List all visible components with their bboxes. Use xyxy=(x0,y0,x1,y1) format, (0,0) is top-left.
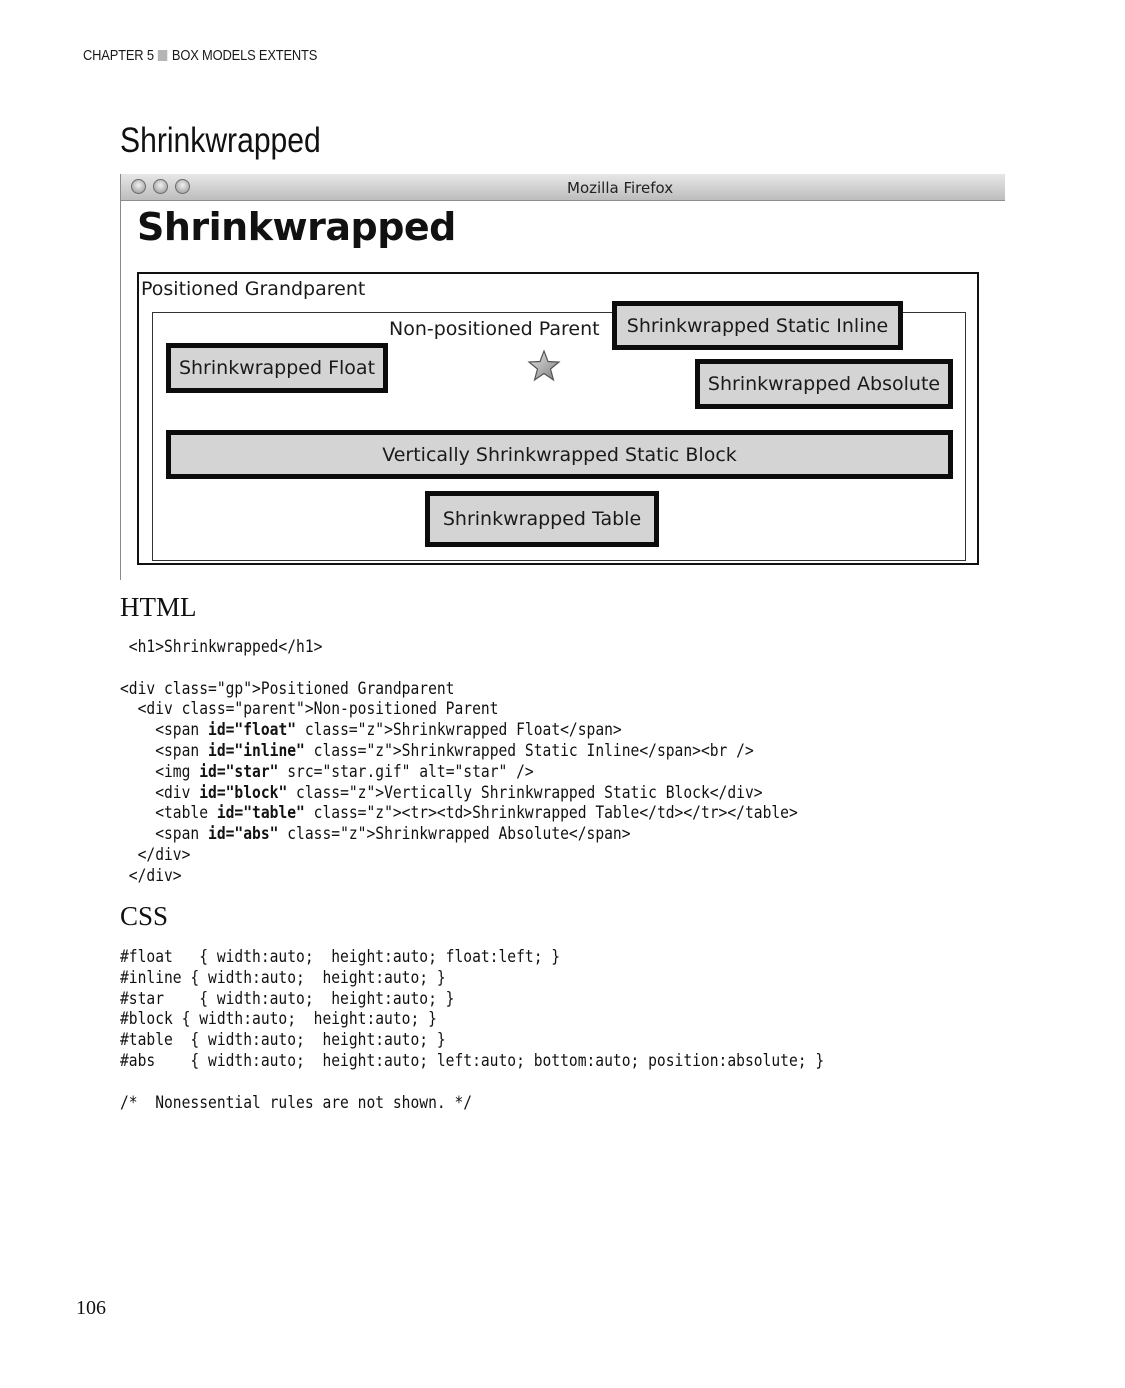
css-code-listing xyxy=(120,947,824,1113)
css-heading: CSS xyxy=(120,901,169,931)
chapter-label: CHAPTER 5 xyxy=(83,47,154,64)
code-text: class="z">Vertically Shrinkwrapped Static Block</div> xyxy=(287,782,763,803)
code-keyword: id="float" xyxy=(208,720,297,741)
non-positioned-parent-box xyxy=(152,312,966,561)
code-text: src="star.gif" alt="star" /> xyxy=(278,761,534,782)
window-title: Mozilla Firefox xyxy=(567,179,674,197)
shrinkwrapped-absolute-box: Shrinkwrapped Absolute xyxy=(695,359,953,409)
code-text: <span xyxy=(120,740,209,761)
code-line xyxy=(120,866,798,887)
running-header xyxy=(83,47,317,64)
code-line xyxy=(120,658,798,679)
code-line: #star { width:auto; height:auto; } xyxy=(120,988,455,1009)
code-line xyxy=(120,637,798,658)
close-window-icon xyxy=(131,179,146,194)
page-heading: Shrinkwrapped xyxy=(137,205,456,249)
code-line xyxy=(120,741,798,762)
code-line xyxy=(120,1072,824,1093)
shrinkwrapped-block-box: Vertically Shrinkwrapped Static Block xyxy=(166,430,953,479)
browser-titlebar xyxy=(121,174,1005,201)
code-line xyxy=(120,762,798,783)
code-keyword: id="inline" xyxy=(208,740,305,761)
shrinkwrapped-float-box: Shrinkwrapped Float xyxy=(166,343,388,393)
code-text: <h1>Shrinkwrapped</h1> xyxy=(120,637,323,657)
code-text: class="z">Shrinkwrapped Absolute</span> xyxy=(278,824,631,845)
code-keyword: id="star" xyxy=(199,761,279,782)
grandparent-label: Positioned Grandparent xyxy=(141,278,366,300)
code-text: <img xyxy=(120,761,200,782)
code-text: <div class="parent">Non-positioned Parent xyxy=(120,699,499,720)
shrinkwrapped-inline-box: Shrinkwrapped Static Inline xyxy=(612,301,903,350)
code-text: <span xyxy=(120,824,209,845)
code-line xyxy=(120,824,798,845)
code-text: class="z">Shrinkwrapped Static Inline</span><br /> xyxy=(304,740,754,761)
code-text: <div class="gp">Positioned Grandparent xyxy=(120,678,455,699)
chapter-title: BOX MODELS EXTENTS xyxy=(171,47,318,64)
separator-square-icon xyxy=(158,50,167,61)
code-text: <table xyxy=(120,803,217,824)
code-line xyxy=(120,783,798,804)
code-text: </div> xyxy=(120,865,182,886)
positioned-grandparent-box xyxy=(137,272,979,565)
html-heading: HTML xyxy=(120,592,197,622)
code-keyword: id="table" xyxy=(216,803,305,824)
code-line xyxy=(120,679,798,700)
code-line: #float { width:auto; height:auto; float:left; } xyxy=(120,947,561,967)
html-code-listing xyxy=(120,637,798,887)
code-line: #table { width:auto; height:auto; } xyxy=(120,1030,446,1051)
code-line xyxy=(120,699,798,720)
code-line xyxy=(120,803,798,824)
section-title: Shrinkwrapped xyxy=(120,121,321,160)
code-line: /* Nonessential rules are not shown. */ xyxy=(120,1092,473,1113)
code-line xyxy=(120,720,798,741)
code-line: #inline { width:auto; height:auto; } xyxy=(120,967,446,988)
code-keyword: id="block" xyxy=(199,782,288,803)
code-line xyxy=(120,845,798,866)
code-line: #block { width:auto; height:auto; } xyxy=(120,1009,437,1030)
page-number: 106 xyxy=(76,1297,106,1319)
code-line: #abs { width:auto; height:auto; left:auto; bottom:auto; position:absolute; } xyxy=(120,1050,825,1071)
code-text: class="z"><tr><td>Shrinkwrapped Table</td></tr></table> xyxy=(304,803,798,824)
browser-screenshot xyxy=(120,174,1005,580)
code-text: <div xyxy=(120,782,200,803)
star-icon xyxy=(527,349,561,383)
shrinkwrapped-table-box: Shrinkwrapped Table xyxy=(425,491,659,547)
zoom-window-icon xyxy=(175,179,190,194)
code-keyword: id="abs" xyxy=(208,824,279,845)
code-text: <span xyxy=(120,720,209,741)
minimize-window-icon xyxy=(153,179,168,194)
parent-label: Non-positioned Parent xyxy=(389,318,600,340)
code-text: class="z">Shrinkwrapped Float</span> xyxy=(296,720,622,741)
code-text: </div> xyxy=(120,844,191,865)
